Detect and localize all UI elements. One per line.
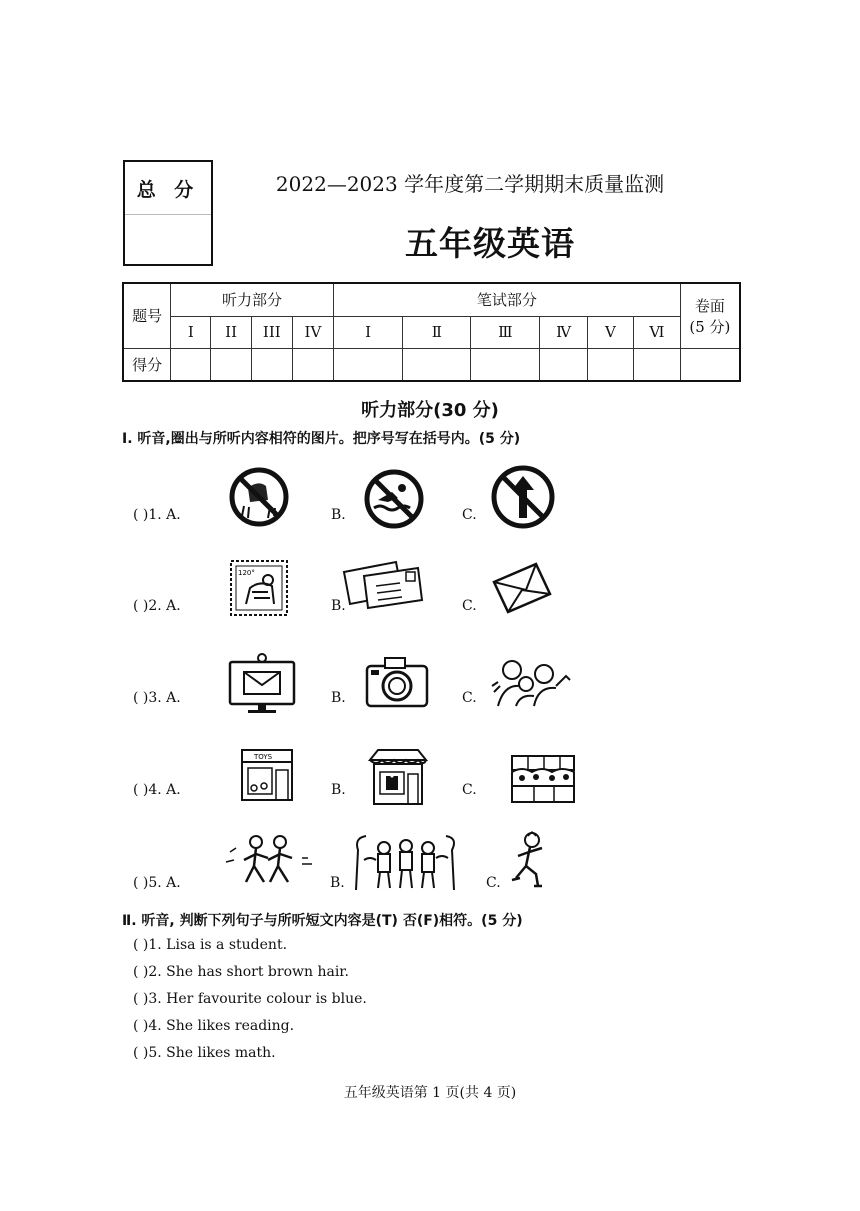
q4-option-c: C. [462,782,477,798]
envelope-icon [488,560,556,616]
score-cell[interactable] [333,348,402,381]
no-straight-ahead-sign-icon [490,464,556,530]
q1-option-c: C. [462,507,477,523]
writing-col: Ⅲ [471,316,540,348]
family-photo-icon [490,656,574,708]
q2-option-b: B. [331,598,346,614]
writing-col: Ⅵ [634,316,681,348]
subject-title: 五年级英语 [405,224,575,263]
tf-statement-3: ( )3. Her favourite colour is blue. [133,991,367,1007]
q1-label: ( )1. A. [133,507,181,523]
toy-shop-icon [236,746,298,804]
q4-option-b: B. [331,782,346,798]
neatness-label: 卷面 [694,296,725,315]
neatness-header [680,283,740,348]
part1-instruction: I. 听音,圈出与所听内容相符的图片。把序号写在括号内。(5 分) [122,431,521,447]
q5-option-c: C. [486,875,501,891]
score-cell[interactable] [471,348,540,381]
q5-label: ( )5. A. [133,875,181,891]
neatness-points: (5 分) [689,317,731,336]
email-computer-icon [226,652,298,716]
score-cell[interactable] [634,348,681,381]
writing-col: Ⅱ [403,316,471,348]
total-score-box [123,160,213,266]
row-label-items: 题号 [123,283,171,348]
page-footer: 五年级英语第 1 页(共 4 页) [343,1085,517,1101]
no-walking-on-grass-sign-icon [228,466,290,528]
writing-group-header: 笔试部分 [333,283,680,316]
tf-statement-2: ( )2. She has short brown hair. [133,964,349,980]
q2-label: ( )2. A. [133,598,181,614]
tf-statement-1: ( )1. Lisa is a student. [133,937,288,953]
q3-option-c: C. [462,690,477,706]
stamp-value-text: 120° [238,569,255,577]
score-cell[interactable] [540,348,588,381]
score-cell[interactable] [680,348,740,381]
listening-col: II [211,316,251,348]
postcards-icon [340,558,426,610]
writing-col: I [333,316,402,348]
listening-group-header: 听力部分 [171,283,334,316]
tf-statement-4: ( )4. She likes reading. [133,1018,295,1034]
row-label-score: 得分 [123,348,171,381]
score-table [122,282,741,382]
camera-icon [363,654,431,710]
score-cell[interactable] [403,348,471,381]
q5-option-b: B. [330,875,345,891]
score-cell[interactable] [211,348,251,381]
toy-shop-sign: TOYS [254,753,273,761]
listening-col: III [251,316,292,348]
clothes-shop-icon [366,746,430,808]
q3-option-b: B. [331,690,346,706]
listening-col: I [171,316,211,348]
listening-col: IV [292,316,333,348]
boy-running-icon [508,830,550,890]
exam-title: 2022—2023 学年度第二学期期末质量监测 [275,172,665,196]
score-cell[interactable] [292,348,333,381]
total-score-label: 总 分 [125,162,211,215]
tiger-stamp-icon [228,558,290,618]
children-in-park-icon [350,830,462,894]
writing-col: Ⅴ [587,316,633,348]
market-stall-icon [508,752,578,806]
score-cell[interactable] [251,348,292,381]
writing-col: Ⅳ [540,316,588,348]
score-cell[interactable] [171,348,211,381]
score-cell[interactable] [587,348,633,381]
part2-instruction: Ⅱ. 听音, 判断下列句子与所听短文内容是(T) 否(F)相符。(5 分) [122,913,523,929]
q4-label: ( )4. A. [133,782,181,798]
tf-statement-5: ( )5. She likes math. [133,1045,276,1061]
listening-section-title: 听力部分(30 分) [361,400,499,421]
q1-option-b: B. [331,507,346,523]
no-swimming-sign-icon [362,468,426,530]
q3-label: ( )3. A. [133,690,181,706]
q2-option-c: C. [462,598,477,614]
children-running-icon [222,832,322,890]
